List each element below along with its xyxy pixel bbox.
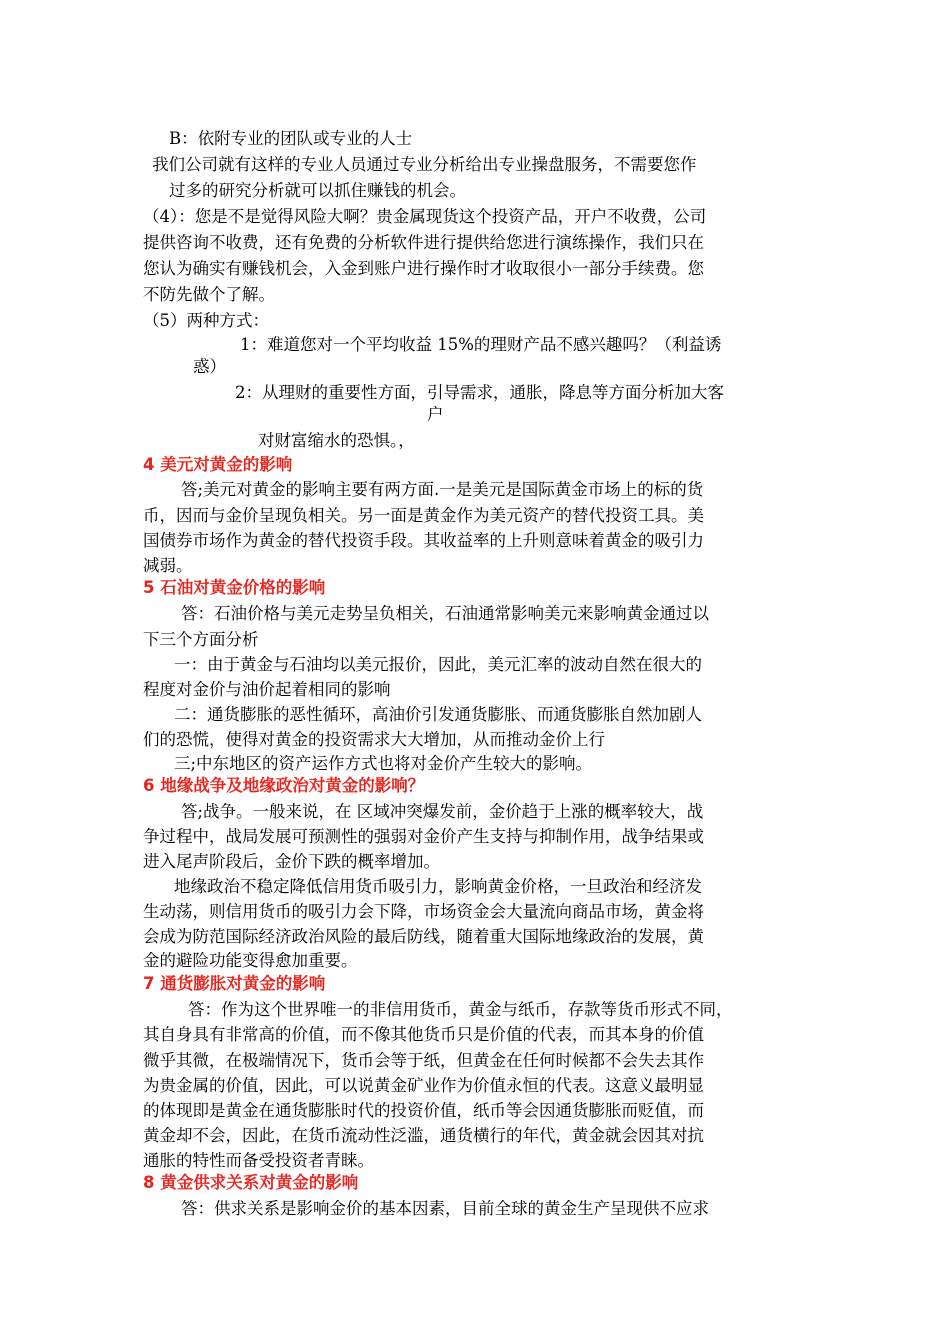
text-line: 们的恐慌，使得对黄金的投资需求大大增加，从而推动金价上行 (143, 730, 605, 749)
text-line: 我们公司就有这样的专业人员通过专业分析给出专业操盘服务，不需要您作 (152, 155, 697, 174)
text-line: 生动荡，则信用货币的吸引力会下降，市场资金会大量流向商品市场，黄金将 (143, 902, 704, 921)
text-line: 二：通货膨胀的恶性循环，高油价引发通货膨胀、而通货膨胀自然加剧人 (174, 705, 702, 724)
text-line: 惑） (193, 357, 226, 376)
text-line: 程度对金价与油价起着相同的影响 (143, 680, 391, 699)
text-line: 减弱。 (143, 556, 193, 575)
text-line: 国债券市场作为黄金的替代投资手段。其收益率的上升则意味着黄金的吸引力 (143, 531, 704, 550)
text-line: 不防先做个了解。 (143, 285, 275, 304)
text-line: 答：石油价格与美元走势呈负相关，石油通常影响美元来影响黄金通过以 (181, 604, 709, 623)
text-line: 1：难道您对一个平均收益 15%的理财产品不感兴趣吗？（利益诱 (240, 335, 722, 354)
text-line: 答：供求关系是影响金价的基本因素，目前全球的黄金生产呈现供不应求 (181, 1199, 709, 1218)
section-heading-7: 7 通货膨胀对黄金的影响 (143, 974, 326, 993)
text-line: 的体现即是黄金在通货膨胀时代的投资价值，纸币等会因通货膨胀而贬值，而 (143, 1101, 704, 1120)
text-line: 答：作为这个世界唯一的非信用货币，黄金与纸币，存款等货币形式不同， (188, 1000, 733, 1019)
text-line: 微乎其微，在极端情况下，货币会等于纸，但黄金在任何时候都不会失去其作 (143, 1051, 704, 1070)
text-line: 一：由于黄金与石油均以美元报价，因此，美元汇率的波动自然在很大的 (174, 655, 702, 674)
text-line: 三;中东地区的资产运作方式也将对金价产生较大的影响。 (174, 754, 593, 773)
text-line: 金的避险功能变得愈加重要。 (143, 951, 358, 970)
text-line: 会成为防范国际经济政治风险的最后防线，随着重大国际地缘政治的发展，黄 (143, 927, 704, 946)
text-line: 通胀的特性而备受投资者青睐。 (143, 1151, 374, 1170)
text-line: （4）：您是不是觉得风险大啊？贵金属现货这个投资产品，开户不收费，公司 (143, 207, 707, 226)
section-heading-6: 6 地缘战争及地缘政治对黄金的影响？ (143, 776, 425, 795)
text-line: 黄金却不会，因此，在货币流动性泛滥，通货横行的年代，黄金就会因其对抗 (143, 1126, 704, 1145)
text-line: 提供咨询不收费，还有免费的分析软件进行提供给您进行演练操作，我们只在 (143, 233, 704, 252)
text-line: 下三个方面分析 (143, 630, 259, 649)
section-heading-8: 8 黄金供求关系对黄金的影响 (143, 1173, 359, 1192)
text-line: 过多的研究分析就可以抓住赚钱的机会。 (169, 181, 466, 200)
text-line: 其自身具有非常高的价值，而不像其他货币只是价值的代表，而其本身的价值 (143, 1025, 704, 1044)
text-line: 地缘政治不稳定降低信用货币吸引力，影响黄金价格，一旦政治和经济发 (174, 877, 702, 896)
text-line: B：依附专业的团队或专业的人士 (169, 129, 413, 148)
text-line: 您认为确实有赚钱机会，入金到账户进行操作时才收取很小一部分手续费。您 (143, 259, 704, 278)
text-line: 答;美元对黄金的影响主要有两方面.一是美元是国际黄金市场上的标的货 (181, 480, 704, 499)
text-line: 争过程中，战局发展可预测性的强弱对金价产生支持与抑制作用，战争结果或 (143, 827, 704, 846)
text-line: 对财富缩水的恐惧。， (258, 431, 415, 450)
text-line: 进入尾声阶段后，金价下跌的概率增加。 (143, 852, 440, 871)
section-heading-5: 5 石油对黄金价格的影响 (143, 578, 326, 597)
text-line: 答;战争。一般来说，在 区域冲突爆发前，金价趋于上涨的概率较大，战 (181, 802, 704, 821)
text-line: 币，因而与金价呈现负相关。另一面是黄金作为美元资产的替代投资工具。美 (143, 506, 704, 525)
text-line: 为贵金属的价值，因此，可以说黄金矿业作为价值永恒的代表。这意义最明显 (143, 1076, 704, 1095)
text-line: 2：从理财的重要性方面，引导需求，通胀，降息等方面分析加大客 (235, 383, 724, 402)
section-heading-4: 4 美元对黄金的影响 (143, 455, 293, 474)
text-line: （5）两种方式： (143, 311, 269, 330)
text-line: 户 (427, 405, 444, 424)
